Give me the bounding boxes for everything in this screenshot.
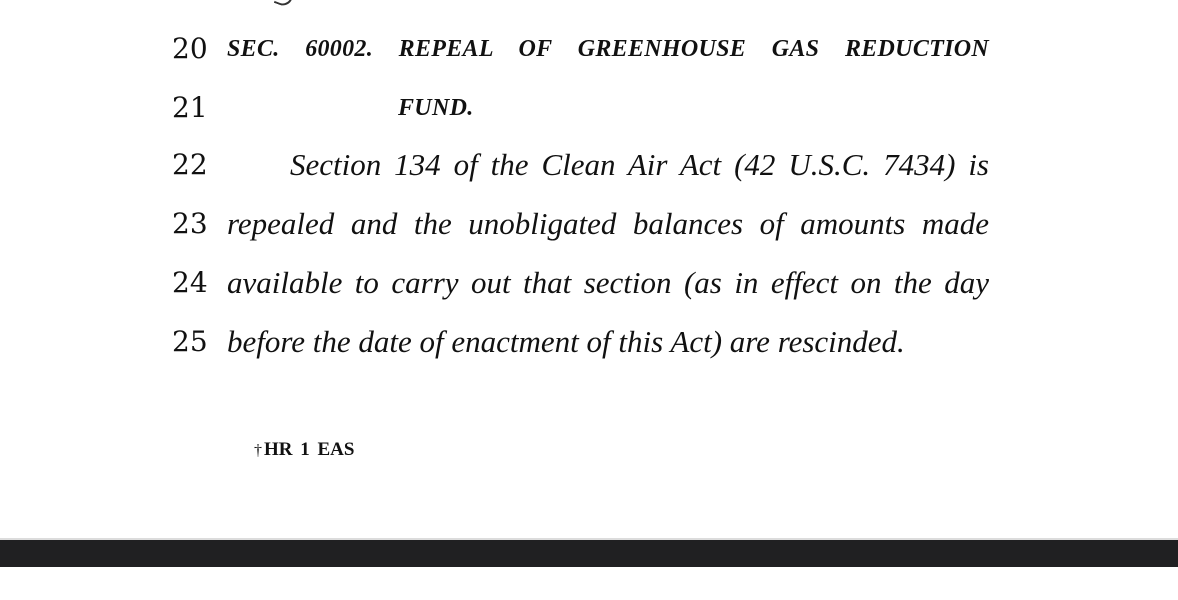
bill-id-text: HR 1 EAS [264, 439, 355, 460]
body-text: available to carry out that section (as in effect on the day [227, 265, 989, 300]
line-number: 25 [172, 325, 208, 358]
dagger-mark: † [254, 442, 262, 459]
line-number: 21 [172, 91, 208, 124]
body-text: Section 134 of the Clean Air Act (42 U.S.C. 7434) is [290, 147, 989, 182]
line-number: 24 [172, 266, 208, 299]
document-line [0, 263, 1178, 303]
document-line [0, 204, 1178, 244]
document-line [0, 145, 1178, 185]
document-line [0, 322, 1178, 362]
line-number: 22 [172, 148, 208, 181]
line-number: 23 [172, 207, 208, 240]
document-line [0, 29, 1178, 69]
viewer-background [0, 567, 1178, 600]
section-heading-continuation: FUND. [398, 95, 474, 121]
bill-identifier [254, 438, 354, 463]
body-text: repealed and the unobligated balances of amounts made [227, 206, 989, 241]
previous-page-text-fragment [274, 0, 295, 8]
viewer-bottom-bar [0, 540, 1178, 567]
line-number: 20 [172, 32, 208, 65]
body-text: before the date of enactment of this Act) are rescinded. [227, 324, 905, 359]
document-line [0, 88, 1178, 128]
section-heading: SEC. 60002. REPEAL OF GREENHOUSE GAS REDUCTION [227, 36, 989, 62]
